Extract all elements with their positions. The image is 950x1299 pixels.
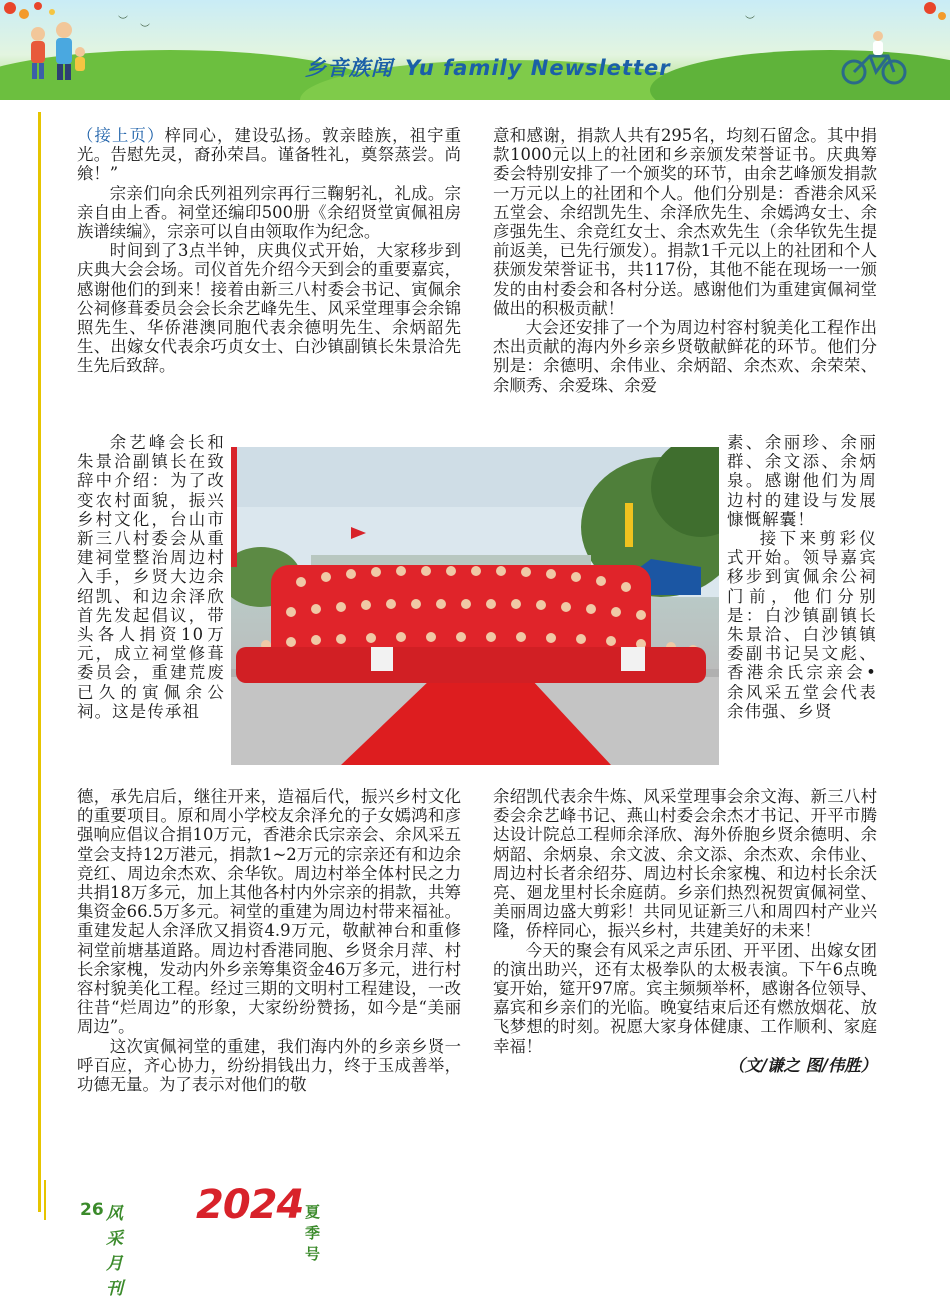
article-paragraph: 余绍凯代表余牛炼、风采堂理事会余文海、新三八村委会余艺峰书记、燕山村委会余杰才书记、开平市腾达设计院总工程师余泽欣、海外侨胞乡贤余德明、余炳韶、余炳泉、余文波、余文添、余杰欢、余伟业、周边村长者余绍芬、周边村长余家槐、和边村长余沃亮、廻龙里村长余庭荫。乡亲们热烈祝贺寅佩祠堂、美丽周边盛大剪彩！共同见证新三八和周四村产业兴隆，侨梓同心，振兴乡村，共建美好的未来！ <box>493 787 877 941</box>
issue-year: 2024 <box>196 1182 304 1228</box>
magazine-name: 风采月刊 <box>106 1204 126 1299</box>
bird-icon: ︶ <box>140 24 150 35</box>
page-number: 26 <box>80 1200 104 1220</box>
article-paragraph: 这次寅佩祠堂的重建，我们海内外的乡亲乡贤一呼百应，齐心协力，纷纷捐钱出力，终于玉成善举，功德无量。为了表示对他们的敬 <box>77 1036 461 1095</box>
article-paragraph: （接上页）梓同心，建设弘扬。敦亲睦族，祖宇重光。告慰先灵，裔孙荣昌。谨备牲礼，奠祭蒸尝。尚飨！” <box>77 126 462 184</box>
flower-decoration-icon <box>890 0 950 30</box>
newsletter-title <box>305 52 671 82</box>
article-paragraph: 素、余丽珍、余丽群、余文添、余炳泉。感谢他们为周边村的建设与发展慷慨解囊！ <box>727 433 877 529</box>
bicycle-rider-icon <box>840 30 910 85</box>
article-paragraph: 德，承先启后，继往开来，造福后代，振兴乡村文化的重要项目。原和周小学校友余泽允的子女嫣鸿和彦强响应倡议合捐10万元，香港余氏宗亲会、余风采五堂会支持12万港元，捐款1~2万元的宗亲还有和边余竞红、周边余杰欢、余华钦。周边村举全体村民之力共捐18万多元，加上其他各村内外宗亲的捐款，共筹集资金66.5万多元。祠堂的重建为周边村带来福祉。重建发起人余泽欣又捐资4.9万元，敬献神台和重修祠堂前塘基道路。周边村香港同胞、乡贤余月萍、村长余家槐，发动内外乡亲筹集资金46万多元，进行村容村貌美化工程。经过三期的文明村工程建设，一改往昔“烂周边”的形象，大家纷纷赞扬，如今是“美丽周边”。 <box>77 787 461 1037</box>
article-paragraph: 今天的聚会有风采之声乐团、开平团、出嫁女团的演出助兴，还有太极拳队的太极表演。下午6点晚宴开始，筵开97席。宾主频频举杯，感谢各位领导、嘉宾和乡亲们的光临。晚宴结束后还有燃放烟花、放飞梦想的时刻。祝愿大家身体健康、工作顺利、家庭幸福！ <box>493 940 877 1056</box>
family-illustration-icon <box>20 20 90 82</box>
newsletter-title-en: Yu family Newsletter <box>405 56 671 80</box>
article-left-column-bottom <box>77 787 461 1094</box>
article-right-wrap-text <box>727 433 877 721</box>
article-paragraph: 余艺峰会长和朱景洽副镇长在致辞中介绍：为了改变农村面貌，振兴乡村文化，台山市新三八村委会从重建祠堂整治周边村入手，乡贤大边余绍凯、和边余泽欣首先发起倡议，带头各人捐资10万元，成立祠堂修葺委员会，重建荒废已久的寅佩余公祠。这是传承祖 <box>77 433 225 721</box>
bird-icon: ︶ <box>118 16 128 27</box>
article-paragraph: 接下来剪彩仪式开始。领导嘉宾移步到寅佩余公祠门前，他们分别是：白沙镇副镇长朱景洽、白沙镇镇委副书记吴文彪、香港余氏宗亲会•余风采五堂会代表余伟强、乡贤 <box>727 529 877 721</box>
article-paragraph: 时间到了3点半钟，庆典仪式开始，大家移步到庆典大会会场。司仪首先介绍今天到会的重要嘉宾，感谢他们的到来！接着由新三八村委会书记、寅佩余公祠修葺委员会会长余艺峰先生、风采堂理事会余锦照先生、华侨港澳同胞代表余德明先生、余炳韶先生、出嫁女代表余巧贞女士、白沙镇副镇长朱景洽先生先后致辞。 <box>77 241 461 376</box>
group-photo <box>231 447 719 765</box>
left-margin-rule <box>38 112 41 1212</box>
article-paragraph: 宗亲们向余氏列祖列宗再行三鞠躬礼，礼成。宗亲自由上香。祠堂还编印500册《余绍贤堂寅佩祖房族谱续编》，宗亲可以自由领取作为纪念。 <box>77 183 461 242</box>
article-paragraph: 意和感谢，捐款人共有295名，均刻石留念。其中捐款1000元以上的社团和乡亲颁发荣誉证书。庆典筹委会特别安排了一个颁奖的环节，由余艺峰颁发捐款一万元以上的社团和个人。他们分别是：香港余风采五堂会、余绍凯先生、余泽欣先生、余嫣鸿女士、余彦强先生、余竞红女士、余杰欢先生（余华钦先生提前返美，已先行颁发）。捐款1千元以上的社团和个人获颁发荣誉证书，共117份，其他不能在现场一一颁发的由村委会和各村分送。感谢他们为重建寅佩祠堂做出的积极贡献！ <box>493 126 877 318</box>
article-credit: （文/谦之 图/伟胜） <box>728 1055 877 1075</box>
article-paragraph: 大会还安排了一个为周边村容村貌美化工程作出杰出贡献的海内外乡亲乡贤敬献鲜花的环节。他们分别是：余德明、余伟业、余炳韶、余杰欢、余荣荣、余顺秀、余爱珠、余爱 <box>493 318 877 395</box>
header-banner <box>0 0 950 100</box>
article-right-column-bottom <box>493 787 877 1075</box>
continued-marker: （接上页） <box>77 126 165 145</box>
bird-icon: ︶ <box>745 16 755 27</box>
issue-season: 夏季号 <box>305 1203 323 1263</box>
article-right-column-top <box>493 126 877 395</box>
article-left-wrap-text <box>77 433 225 721</box>
newsletter-title-cn: 乡音族闻 <box>305 56 393 80</box>
article-left-column-top <box>77 126 461 376</box>
left-margin-rule <box>44 1180 46 1220</box>
